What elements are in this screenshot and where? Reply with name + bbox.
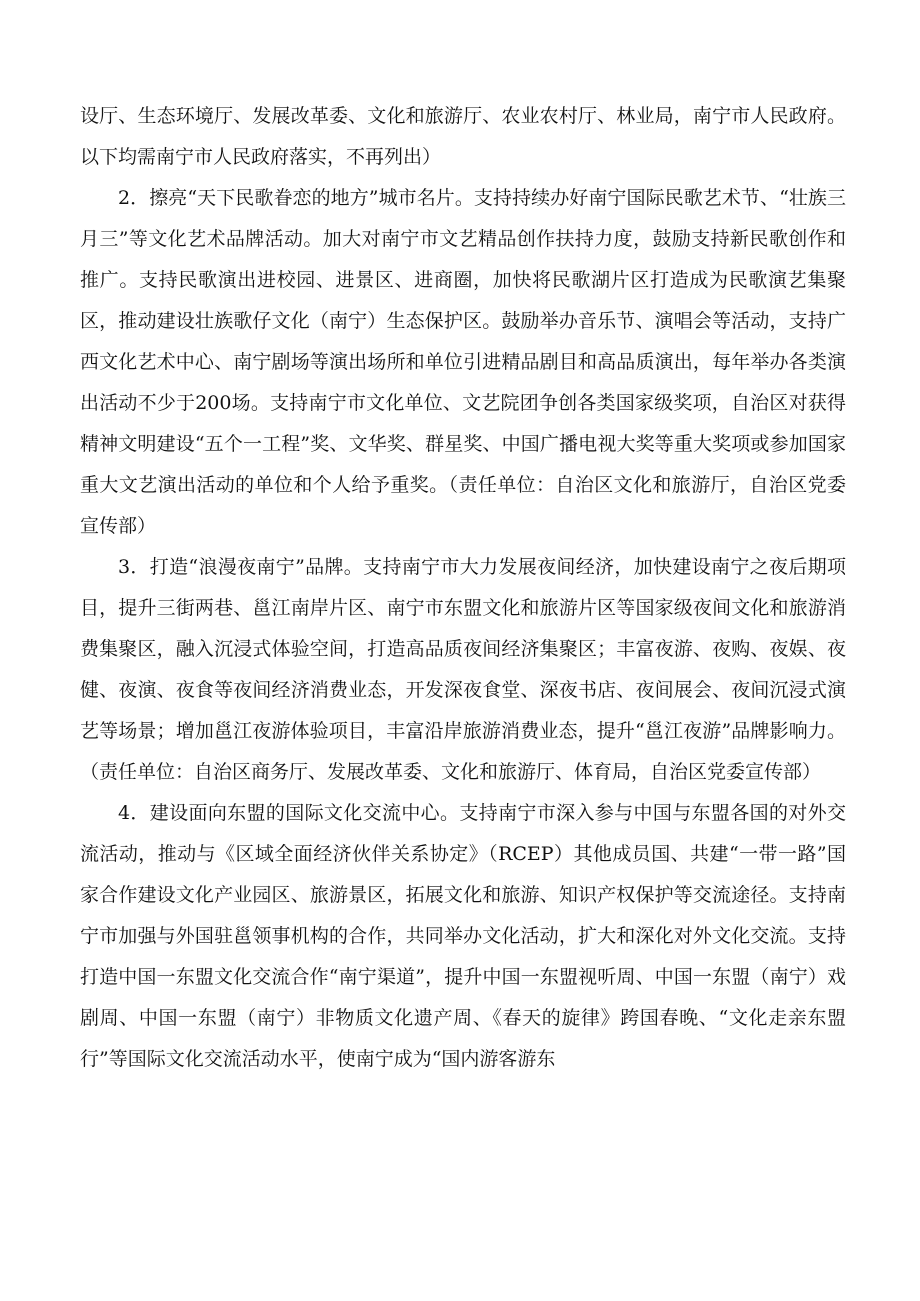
paragraph-1: 设厅、生态环境厅、发展改革委、文化和旅游厅、农业农村厅、林业局，南宁市人民政府。以下均需南宁市人民政府落实，不再列出） <box>80 105 846 168</box>
document-page <box>80 96 846 1080</box>
paragraph-3: 3．打造“浪漫夜南宁”品牌。支持南宁市大力发展夜间经济，加快建设南宁之夜后期项目，提升三街两巷、邕江南岸片区、南宁市东盟文化和旅游片区等国家级夜间文化和旅游消费集聚区，融入沉浸式体验空间，打造高品质夜间经济集聚区；丰富夜游、夜购、夜娱、夜健、夜演、夜食等夜间经济消费业态，开发深夜食堂、深夜书店、夜间展会、夜间沉浸式演艺等场景；增加邕江夜游体验项目，丰富沿岸旅游消费业态，提升“邕江夜游”品牌影响力。（责任单位：自治区商务厅、发展改革委、文化和旅游厅、体育局，自治区党委宣传部） <box>80 556 846 783</box>
paragraph-2: 2．擦亮“天下民歌眷恋的地方”城市名片。支持持续办好南宁国际民歌艺术节、“壮族三月三”等文化艺术品牌活动。加大对南宁市文艺精品创作扶持力度，鼓励支持新民歌创作和推广。支持民歌演出进校园、进景区、进商圈，加快将民歌湖片区打造成为民歌演艺集聚区，推动建设壮族歌仔文化（南宁）生态保护区。鼓励举办音乐节、演唱会等活动，支持广西文化艺术中心、南宁剧场等演出场所和单位引进精品剧目和高品质演出，每年举办各类演出活动不少于200场。支持南宁市文化单位、文艺院团争创各类国家级奖项，自治区对获得精神文明建设“五个一工程”奖、文华奖、群星奖、中国广播电视大奖等重大奖项或参加国家重大文艺演出活动的单位和个人给予重奖。（责任单位：自治区文化和旅游厅，自治区党委宣传部） <box>80 187 846 537</box>
paragraph-4: 4．建设面向东盟的国际文化交流中心。支持南宁市深入参与中国与东盟各国的对外交流活动，推动与《区域全面经济伙伴关系协定》（RCEP）其他成员国、共建“一带一路”国家合作建设文化产业园区、旅游景区，拓展文化和旅游、知识产权保护等交流途径。支持南宁市加强与外国驻邕领事机构的合作，共同举办文化活动，扩大和深化对外文化交流。支持打造中国一东盟文化交流合作“南宁渠道”，提升中国一东盟视听周、中国一东盟（南宁）戏剧周、中国一东盟（南宁）非物质文化遗产周、《春天的旋律》跨国春晚、“文化走亲东盟行”等国际文化交流活动水平，使南宁成为“国内游客游东 <box>80 802 846 1070</box>
